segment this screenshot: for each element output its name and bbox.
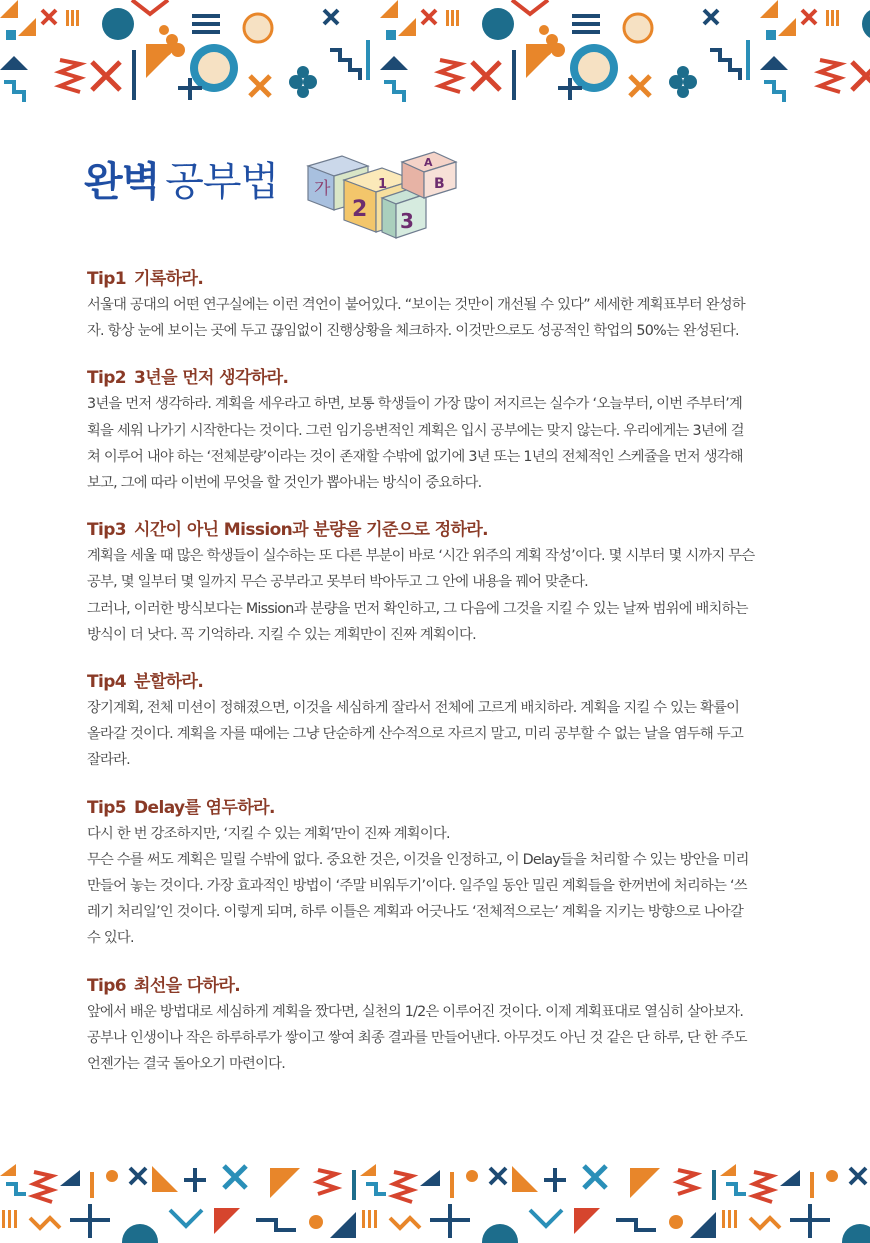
tip-paragraph: 무슨 수를 써도 계획은 밀릴 수밖에 없다. 중요한 것은, 이것을 인정하고, 이 Delay들을 처리할 수 있는 방안을 미리 만들어 놓는 것이다. 가장 효과적인 방법이 ‘주말 비워두기’이다. 일주일 동안 밀린 계획들을 한꺼번에 처리하는 ‘쓰레기 처리일’인 것이다. 이렇게 되며, 하루 이틀은 계획과 어긋나도 ‘전체적으로는’ 계획을 지키는 방향으로 나아갈 수 있다. — [87, 851, 749, 947]
bottom-decorative-pattern — [0, 1162, 870, 1243]
tip-5-section — [87, 795, 755, 952]
tip-heading — [87, 266, 755, 292]
tip-3-section — [87, 517, 755, 648]
block-number-3: 3 — [400, 209, 414, 233]
tip-title: 최선을 다하라. — [134, 975, 241, 996]
tip-title: 기록하라. — [134, 269, 204, 289]
tip-2-section — [87, 365, 755, 496]
tip-title: 분할하라. — [134, 672, 204, 693]
tip-paragraph: 다시 한 번 강조하지만, ‘지킬 수 있는 계획’만이 진짜 계획이다. — [87, 825, 450, 842]
tip-paragraph: 계획을 세울 때 많은 학생들이 실수하는 또 다른 부분이 바로 ‘시간 위주의 계획 작성’이다. 몇 시부터 몇 시까지 무슨 공부, 몇 일부터 몇 일까지 무슨 공부라고 못부터 박아두고 그 안에 내용을 꿰어 맞춘다. — [87, 548, 755, 591]
tip-heading — [87, 795, 755, 821]
block-number-1: 1 — [378, 177, 388, 192]
tip-number: Tip5 — [87, 797, 127, 818]
block-number-2: 2 — [352, 197, 368, 222]
page-title — [84, 154, 278, 210]
tip-number: Tip4 — [87, 672, 127, 693]
tip-number: Tip3 — [87, 520, 127, 541]
tip-heading — [87, 365, 755, 391]
tip-paragraph: 서울대 공대의 어떤 연구실에는 이런 격언이 붙어있다. “보이는 것만이 개선될 수 있다” 세세한 계획표부터 완성하자. 항상 눈에 보이는 곳에 두고 끊임없이 진행상황을 체크하자. 이것만으로도 성공적인 학업의 50%는 완성된다. — [87, 297, 745, 340]
tip-number: Tip6 — [87, 975, 127, 996]
tip-title: Delay를 염두하라. — [134, 797, 275, 818]
tip-paragraph: 3년을 먼저 생각하라. 계획을 세우라고 하면, 보통 학생들이 가장 많이 저지르는 실수가 ‘오늘부터, 이번 주부터’계획을 세워 나가기 시작한다는 것이다. 그런 임기응변적인 계획은 입시 공부에는 맞지 않는다. 우리에게는 3년에 걸쳐 이루어 내야 하는 ‘전체분량’이라는 것이 존재할 수밖에 없기에 3년 또는 1년의 전체적인 스케쥴을 먼저 생각해보고, 그에 따라 이번에 무엇을 할 것인가 뽑아내는 방식이 중요하다. — [87, 396, 744, 492]
tip-1-section — [87, 266, 755, 344]
tip-title: 시간이 아닌 Mission과 분량을 기준으로 정하라. — [134, 520, 489, 541]
tip-heading — [87, 973, 755, 999]
tip-heading — [87, 517, 755, 543]
title-light-word: 공부법 — [165, 159, 279, 205]
title-bold-word: 완벽 — [84, 159, 160, 205]
tip-title: 3년을 먼저 생각하라. — [134, 368, 289, 389]
title-area — [84, 150, 484, 250]
tips-content — [87, 266, 755, 1098]
alphabet-blocks-illustration — [302, 148, 538, 248]
tip-paragraph: 앞에서 배운 방법대로 세심하게 계획을 짰다면, 실천의 1/2은 이루어진 것이다. 이제 계획표대로 열심히 살아보자. 공부나 인생이나 작은 하루하루가 쌓이고 쌓여 최종 결과를 만들어낸다. 아무것도 아닌 것 같은 단 하루, 단 한 주도 언젠가는 결국 돌아오기 마련이다. — [87, 1003, 747, 1073]
tip-paragraph: 그러나, 이러한 방식보다는 Mission과 분량을 먼저 확인하고, 그 다음에 그것을 지킬 수 있는 날짜 범위에 배치하는 방식이 더 낫다. 꼭 기억하라. 지킬 수 있는 계획만이 진짜 계획이다. — [87, 600, 748, 643]
tip-paragraph: 장기계획, 전체 미션이 정해졌으면, 이것을 세심하게 잘라서 전체에 고르게 배치하라. 계획을 지킬 수 있는 확률이 올라갈 것이다. 계획을 자를 때에는 그냥 단순하게 산수적으로 자르지 말고, 미리 공부할 수 없는 날을 염두해 두고 잘라라. — [87, 700, 744, 769]
block-letter-a: A — [424, 156, 433, 169]
tip-heading — [87, 669, 755, 695]
block-letter-b: B — [434, 176, 445, 192]
block-letter-ga: 가 — [314, 179, 331, 199]
top-decorative-pattern — [0, 0, 870, 108]
tip-number: Tip1 — [87, 269, 127, 289]
tip-6-section — [87, 973, 755, 1078]
tip-4-section — [87, 669, 755, 774]
tip-number: Tip2 — [87, 368, 127, 389]
